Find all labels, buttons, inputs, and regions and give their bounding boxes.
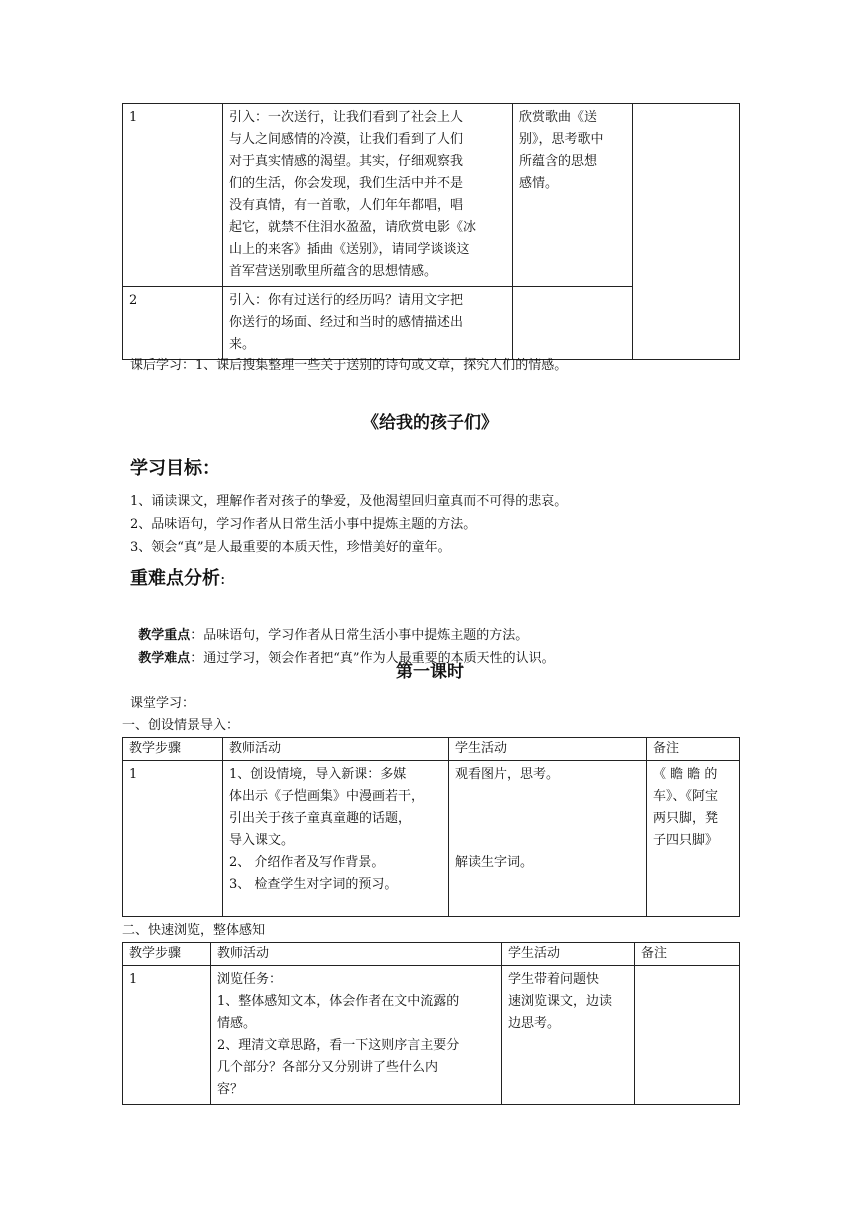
column-header: 学生活动: [449, 738, 647, 761]
column-header: 教学步骤: [123, 943, 211, 966]
table-row: [123, 104, 740, 287]
note-cell: [633, 104, 740, 360]
step-cell: 1: [123, 966, 211, 1105]
goal-item: 3、领会“真”是人最重要的本质天性，珍惜美好的童年。: [130, 540, 451, 555]
step-cell: 1: [123, 104, 223, 287]
teacher-activity-cell: 引入：一次送行，让我们看到了社会上人 与人之间感情的冷漠，让我们看到了人们 对于真实情感的渴望。其实，仔细观察我 们的生活，你会发现，我们生活中并不是 没有真情，有一首歌，人们年年都唱，唱 起它，就禁不住泪水盈盈，请欣赏电影《冰 山上的来客》插曲《送别》，请同学谈谈这 首军营送别歌里所蕴含的思想情感。: [223, 104, 513, 287]
table-row: [123, 761, 740, 917]
teacher-activity-cell: 浏览任务： 1、整体感知文本，体会作者在文中流露的 情感。 2、理清文章思路，看一下这则序言主要分 几个部分？各部分又分别讲了些什么内 容？: [211, 966, 502, 1105]
goal-item: 2、品味语句，学习作者从日常生活小事中提炼主题的方法。: [130, 517, 477, 532]
table-row: [123, 966, 740, 1105]
goals-heading: 学习目标：: [130, 458, 220, 479]
column-header: 学生活动: [502, 943, 635, 966]
table-header-row: [123, 943, 740, 966]
lesson-table-3: [122, 942, 740, 1105]
student-activity-cell: 学生带着问题快 速浏览课文，边读 边思考。: [502, 966, 635, 1105]
lesson-table-2: [122, 737, 740, 917]
period-title: 第一课时: [396, 662, 464, 682]
table-header-row: [123, 738, 740, 761]
classroom-label: 课堂学习：: [130, 696, 196, 711]
teacher-activity-cell: 引入：你有过送行的经历吗？请用文字把 你送行的场面、经过和当时的感情描述出 来。: [223, 287, 513, 360]
goal-item: 1、诵读课文，理解作者对孩子的挚爱，及他渴望回归童真而不可得的悲哀。: [130, 494, 568, 509]
column-header: 教师活动: [223, 738, 449, 761]
student-activity-cell: 观看图片，思考。 解读生字词。: [449, 761, 647, 917]
column-header: 备注: [635, 943, 740, 966]
difficulty-heading: 重难点分析:: [130, 568, 226, 589]
lesson-table-1: [122, 103, 740, 360]
teacher-activity-cell: 1、创设情境，导入新课：多媒 体出示《子恺画集》中漫画若干， 引出关于孩子童真童趣的话题， 导入课文。 2、 介绍作者及写作背景。 3、 检查学生对字词的预习。: [223, 761, 449, 917]
note-cell: 《 瞻 瞻 的 车》、《阿宝 两只脚，凳 子四只脚》: [647, 761, 740, 917]
column-header: 教师活动: [211, 943, 502, 966]
column-header: 备注: [647, 738, 740, 761]
column-header: 教学步骤: [123, 738, 223, 761]
note-cell: [635, 966, 740, 1105]
after-class-note: 课后学习：1、课后搜集整理一些关于送别的诗句或文章，探究人们的情感。: [130, 358, 568, 373]
step-cell: 2: [123, 287, 223, 360]
lesson-title: 《给我的孩子们》: [362, 413, 498, 433]
student-activity-cell: [513, 287, 633, 360]
student-activity-cell: 欣赏歌曲《送 别》，思考歌中 所蕴含的思想 感情。: [513, 104, 633, 287]
section-title: 二、快速浏览，整体感知: [122, 923, 266, 938]
step-cell: 1: [123, 761, 223, 917]
teaching-difficulty: 教学难点：通过学习，领会作者把“真”作为人最重要的本质天性的认识。: [138, 651, 555, 666]
teaching-focus: 教学重点：品味语句，学习作者从日常生活小事中提炼主题的方法。: [138, 628, 529, 643]
section-title: 一、创设情景导入：: [122, 718, 240, 733]
